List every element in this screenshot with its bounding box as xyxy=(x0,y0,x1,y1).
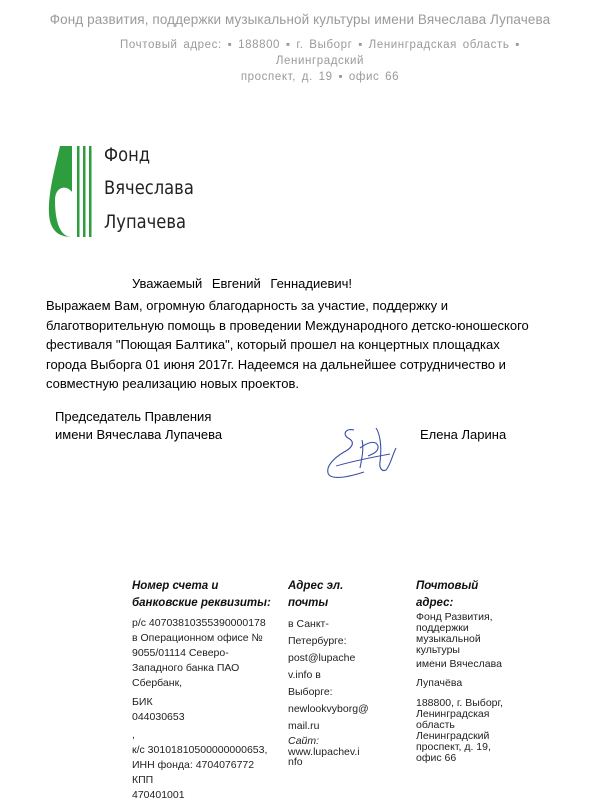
email-address-spb[interactable]: post@lupache xyxy=(288,652,356,664)
email-line: в Санкт- xyxy=(288,618,329,630)
email-heading-line-1: Адрес эл. xyxy=(288,580,344,592)
postal-line: область xyxy=(416,719,455,731)
email-line: Петербурге: xyxy=(288,635,347,647)
email-address-vyborg[interactable]: mail.ru xyxy=(288,720,320,732)
logo-mark-icon xyxy=(46,142,92,242)
postal-line: поддержки xyxy=(416,622,469,634)
letterhead-address xyxy=(100,37,540,85)
foundation-logo xyxy=(46,142,226,242)
postal-line: проспект, д. 19, xyxy=(416,741,491,753)
site-url[interactable] xyxy=(288,747,360,767)
bank-line: БИК xyxy=(132,696,153,708)
site-url-line[interactable]: nfo xyxy=(288,756,303,768)
email-column xyxy=(288,578,369,768)
logo-line-3: Лупачева xyxy=(104,211,187,233)
postal-line: имени Вячеслава xyxy=(416,658,502,670)
bank-line: 9055/01114 Северо- xyxy=(132,647,229,659)
email-heading-line-2: почты xyxy=(288,597,329,609)
postal-line: Ленинградская xyxy=(416,708,490,720)
postal-line: офис 66 xyxy=(416,752,457,764)
body-line: Выражаем Вам, огромную благодарность за участие, поддержку и xyxy=(46,298,449,313)
email-details xyxy=(288,616,369,735)
bank-line: р/с 40703810355390000178 xyxy=(132,617,266,629)
postal-line: 188800, г. Выборг, xyxy=(416,697,503,709)
bank-line: в Операционном офисе № xyxy=(132,632,263,644)
address-line-2: проспект, д. 19 ▪ офис 66 xyxy=(240,71,400,83)
postal-line: Ленинградский xyxy=(416,730,490,742)
letterhead-title: Фонд развития, поддержки музыкальной культуры имени Вячеслава Лупачева xyxy=(49,12,551,27)
greeting: Уважаемый Евгений Геннадиевич! xyxy=(132,276,353,291)
site-url-line[interactable]: www.lupachev.i xyxy=(288,746,360,758)
bank-line: ИНН фонда: 4704076772 КПП xyxy=(132,759,255,786)
postal-details xyxy=(416,612,508,764)
body-line: города Выборга 01 июня 2017г. Надеемся на дальнейшее сотрудничество и xyxy=(46,356,506,372)
postal-line: культуры xyxy=(416,644,460,656)
chair-title-line-2: имени Вячеслава Лупачева xyxy=(55,427,223,442)
bank-line: 470401001 xyxy=(132,789,185,801)
email-address-spb[interactable]: v.info в xyxy=(288,669,321,681)
postal-address-column xyxy=(416,578,508,764)
handwritten-signature xyxy=(316,418,408,488)
postal-line: Лупачёва xyxy=(416,677,463,689)
logo-line-1: Фонд xyxy=(104,144,151,166)
bank-line: , xyxy=(132,729,135,741)
address-line-1: Почтовый адрес: ▪ 188800 ▪ г. Выборг ▪ Ленинградская область ▪ Ленинградский xyxy=(120,39,520,67)
bank-line: Сбербанк, xyxy=(132,677,183,689)
chair-title-line-1: Председатель Правления xyxy=(55,409,212,424)
logo-line-2: Вячеслава xyxy=(104,177,194,199)
body-line: совместную реализацию новых проектов. xyxy=(46,376,299,391)
email-address-vyborg[interactable]: newlookvyborg@ xyxy=(288,703,369,715)
bank-heading-line-1: Номер счета и xyxy=(132,580,219,592)
letter-body xyxy=(46,296,594,394)
body-line: благотворительную помощь в проведении Международного детско-юношеского xyxy=(46,317,529,333)
bank-details-column xyxy=(132,578,272,803)
email-line: Выборге: xyxy=(288,686,333,698)
bank-heading-line-2: банковские реквизиты: xyxy=(132,597,271,609)
postal-heading: Почтовый адрес: xyxy=(416,580,479,609)
signer-name: Елена Ларина xyxy=(420,427,507,442)
body-line: фестиваля "Поющая Балтика", который прошел на концертных площадках xyxy=(46,337,500,352)
postal-line: музыкальной xyxy=(416,633,481,645)
postal-line: Фонд Развития, xyxy=(416,611,493,623)
bank-line: к/с 30101810500000000653, xyxy=(132,744,268,756)
bank-details xyxy=(132,616,272,803)
site-label: Сайт: xyxy=(288,735,320,747)
bank-line: 044030653 xyxy=(132,711,185,723)
bank-line: Западного банка ПАО xyxy=(132,662,240,674)
